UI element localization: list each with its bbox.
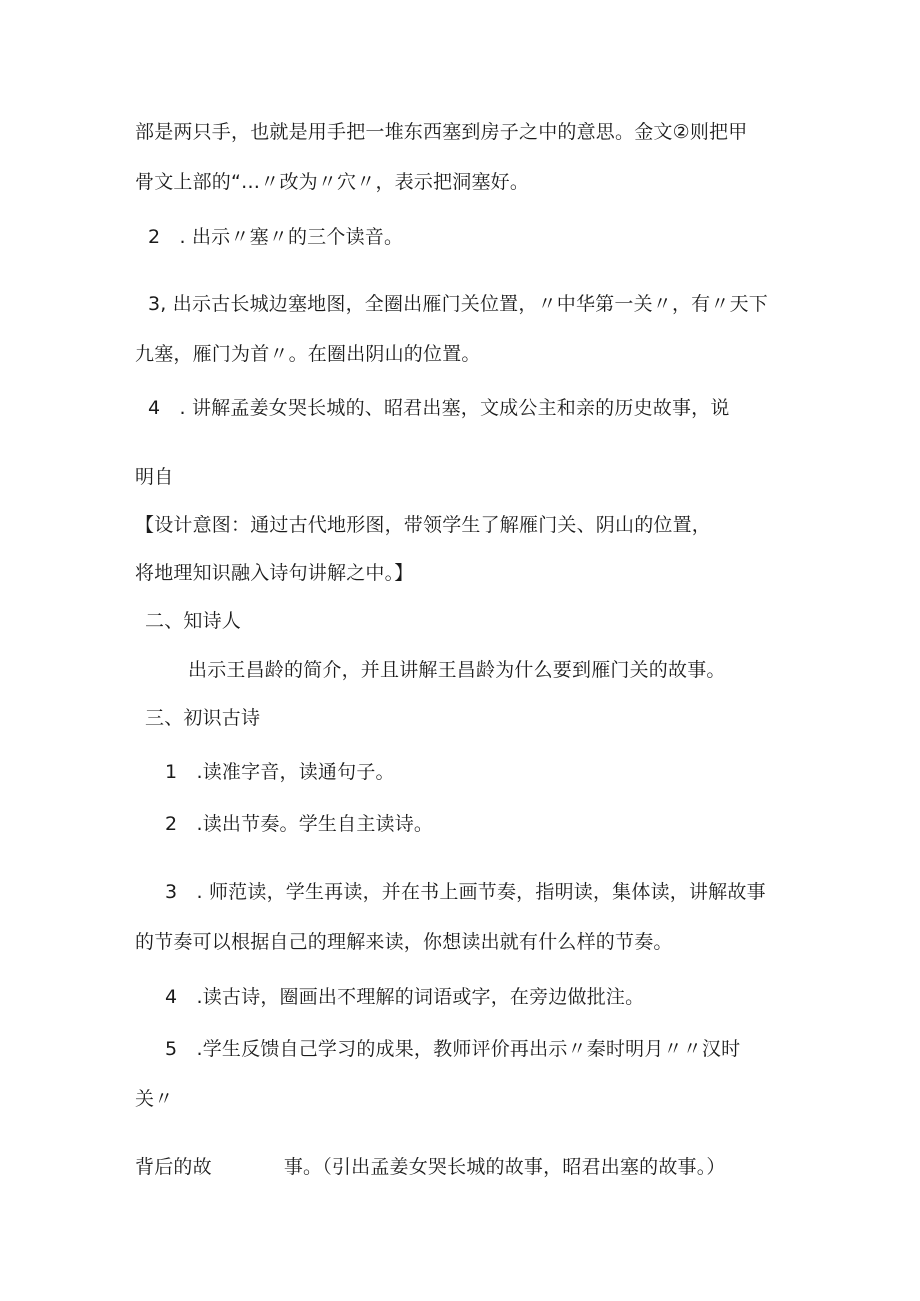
paragraph-line: 部是两只手，也就是用手把一堆东西塞到房子之中的意思。金文②则把甲 bbox=[135, 121, 748, 143]
list-item: 3 . 师范读，学生再读，并在书上画节奏，指明读，集体读，讲解故事 bbox=[165, 881, 766, 903]
list-item: 4 .读古诗，圈画出不理解的词语或字，在旁边做批注。 bbox=[165, 986, 645, 1008]
paragraph-line bbox=[135, 1155, 726, 1179]
list-item: 4 . 讲解孟姜女哭长城的、昭君出塞，文成公主和亲的历史故事，说 bbox=[148, 397, 730, 419]
paragraph-line: 骨文上部的“…〃改为〃穴〃，表示把洞塞好。 bbox=[135, 171, 530, 193]
section-heading: 二、知诗人 bbox=[145, 610, 242, 632]
paragraph-line: 明自 bbox=[135, 466, 174, 488]
list-item: 1 .读准字音，读通句子。 bbox=[165, 761, 395, 783]
line-text-part: 事。（引出孟姜女哭长城的故事，昭君出塞的故事。） bbox=[283, 1156, 726, 1178]
list-item: 5 .学生反馈自己学习的成果，教师评价再出示〃秦时明月〃〃汉时 bbox=[165, 1038, 741, 1060]
paragraph-line: 九塞，雁门为首〃。在圈出阴山的位置。 bbox=[135, 343, 481, 365]
design-intent-line: 【设计意图：通过古代地形图，带领学生了解雁门关、阴山的位置， bbox=[135, 514, 712, 536]
section-heading: 三、初识古诗 bbox=[145, 707, 261, 729]
paragraph-line: 的节奏可以根据自己的理解来读，你想读出就有什么样的节奏。 bbox=[135, 931, 673, 953]
list-item: 2 .读出节奏。学生自主读诗。 bbox=[165, 813, 434, 835]
line-text-part: 背后的故 bbox=[135, 1156, 212, 1178]
paragraph-line: 关〃 bbox=[135, 1088, 174, 1110]
paragraph-line: 出示王昌龄的简介，并且讲解王昌龄为什么要到雁门关的故事。 bbox=[188, 659, 726, 681]
design-intent-line: 将地理知识融入诗句讲解之中。】 bbox=[135, 562, 414, 584]
list-item: 2 . 出示〃塞〃的三个读音。 bbox=[148, 226, 404, 248]
list-item: 3, 出示古长城边塞地图，全圈出雁门关位置，〃中华第一关〃，有〃天下 bbox=[148, 293, 768, 315]
